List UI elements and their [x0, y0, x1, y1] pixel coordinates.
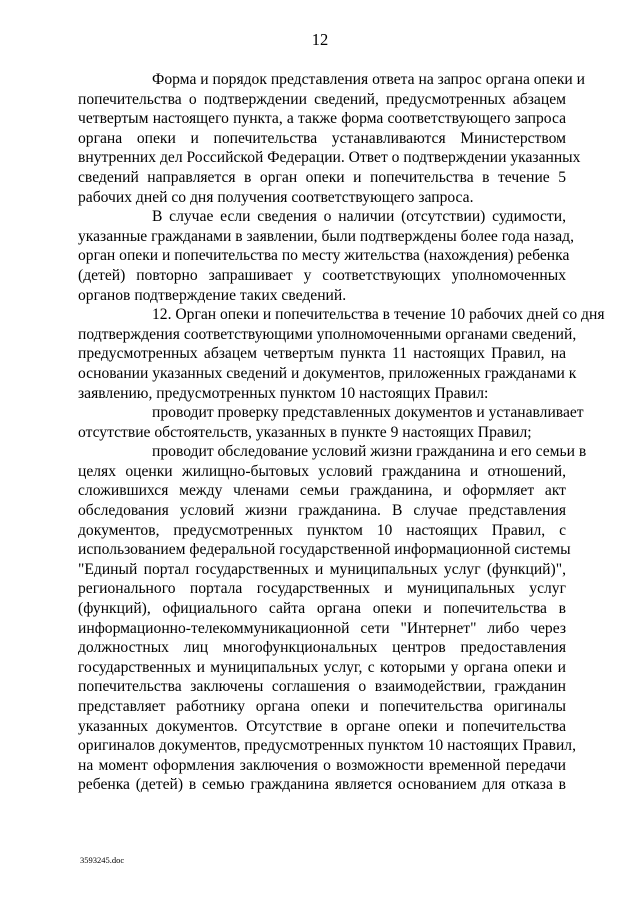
- paragraph-line: представляет работнику органа опеки и попечительства оригиналы: [78, 698, 566, 715]
- paragraph-line: орган опеки и попечительства по месту жительства (нахождения) ребенка: [78, 247, 570, 265]
- paragraph-line: внутренних дел Российской Федерации. Ответ о подтверждении указанных: [78, 149, 581, 167]
- paragraph-line: использованием федеральной государственной информационной системы: [78, 541, 571, 559]
- paragraph-line: указанные гражданами в заявлении, были подтверждены более года назад,: [78, 227, 575, 245]
- paragraph-line: (функций), официального сайта органа опеки и попечительства в: [78, 600, 566, 618]
- paragraph-line: четвертым настоящего пункта, а также форма соответствующего запроса: [78, 110, 566, 128]
- paragraph-line: оригиналов документов, предусмотренных пунктом 10 настоящих Правил,: [78, 737, 576, 755]
- paragraph: [78, 442, 587, 795]
- paragraph-line: "Единый портал государственных и муниципальных услуг (функций)",: [78, 560, 566, 578]
- paragraph-line: Форма и порядок представления ответа на запрос органа опеки и: [152, 71, 585, 88]
- paragraph-line: на момент оформления заключения о возможности временной передачи: [78, 756, 566, 774]
- paragraph-line: обследования условий жизни гражданина. В случае представления: [78, 502, 566, 520]
- paragraph-line: информационно-телекоммуникационной сети "Интернет" либо через: [78, 619, 566, 637]
- paragraph: [78, 70, 585, 207]
- page-number: 12: [311, 30, 329, 49]
- paragraph-line: регионального портала государственных и муниципальных услуг: [78, 580, 566, 598]
- paragraph-line: проводит проверку представленных документов и устанавливает: [152, 404, 584, 422]
- paragraph-line: заявлению, предусмотренных пунктом 10 настоящих Правил:: [78, 384, 489, 402]
- paragraph-line: органа опеки и попечительства устанавливаются Министерством: [78, 129, 566, 147]
- document-body: [78, 70, 605, 795]
- paragraph-line: попечительства о подтверждении сведений, предусмотренных абзацем: [78, 90, 566, 108]
- paragraph: [78, 305, 605, 403]
- paragraph: [78, 403, 584, 442]
- paragraph-line: подтверждения соответствующими уполномоченными органами сведений,: [78, 325, 577, 343]
- document-file-code: 3593245.doc: [80, 855, 125, 865]
- paragraph-line: отсутствие обстоятельств, указанных в пункте 9 настоящих Правил;: [78, 423, 532, 441]
- paragraph-line: 12. Орган опеки и попечительства в течение 10 рабочих дней со дня: [152, 306, 605, 324]
- paragraph-line: В случае если сведения о наличии (отсутствии) судимости,: [152, 208, 566, 226]
- paragraph-line: документов, предусмотренных пунктом 10 настоящих Правил, с: [78, 521, 566, 539]
- paragraph-line: рабочих дней со дня получения соответствующего запроса.: [78, 188, 474, 206]
- paragraph-line: проводит обследование условий жизни гражданина и его семьи в: [152, 443, 587, 461]
- paragraph-line: попечительства заключены соглашения о взаимодействии, гражданин: [78, 678, 566, 696]
- paragraph-line: сложившихся между членами семьи гражданина, и оформляет акт: [78, 482, 566, 500]
- paragraph-line: (детей) повторно запрашивает у соответствующих уполномоченных: [78, 266, 566, 284]
- paragraph-line: органов подтверждение таких сведений.: [78, 286, 347, 304]
- paragraph: [78, 207, 575, 305]
- paragraph-line: основании указанных сведений и документов, приложенных гражданами к: [78, 364, 577, 382]
- paragraph-line: должностных лиц многофункциональных центров предоставления: [78, 639, 566, 657]
- paragraph-line: предусмотренных абзацем четвертым пункта 11 настоящих Правил, на: [78, 345, 566, 363]
- paragraph-line: целях оценки жилищно-бытовых условий гражданина и отношений,: [78, 462, 566, 480]
- paragraph-line: ребенка (детей) в семью гражданина является основанием для отказа в: [78, 776, 566, 794]
- paragraph-line: государственных и муниципальных услуг, с которыми у органа опеки и: [78, 658, 566, 676]
- paragraph-line: указанных документов. Отсутствие в органе опеки и попечительства: [78, 717, 566, 735]
- paragraph-line: сведений направляется в орган опеки и попечительства в течение 5: [78, 168, 566, 186]
